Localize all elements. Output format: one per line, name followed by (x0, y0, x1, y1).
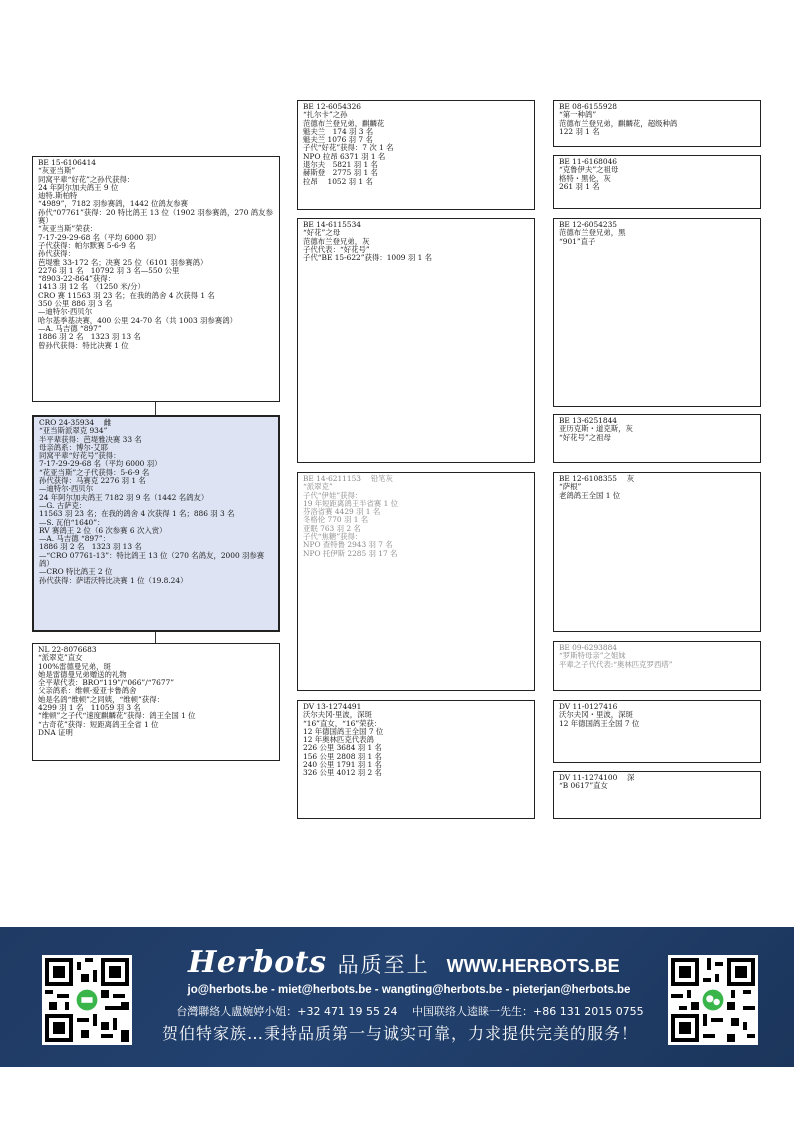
pedigree-line: 2276 羽 1 名 10792 羽 3 名—550 公里 (38, 265, 180, 275)
website-link[interactable]: WWW.HERBOTS.BE (446, 956, 620, 976)
ring-number: BE 15-6106414 (38, 158, 96, 167)
ring-number: DV 11-1274100 深 (559, 773, 635, 782)
slogan: 品质至上 (337, 953, 430, 977)
pedigree-line: —迪特尔·西贝尔 (39, 484, 94, 494)
pedigree-line: 冬格伦 770 羽 1 名 (303, 515, 369, 525)
footer-banner (0, 927, 794, 1067)
pedigree-line: 魁夫兰 174 羽 3 名 (303, 126, 374, 136)
pedigree-line: 子代获得：帕尔默赛 5-6-9 名 (38, 240, 136, 250)
pedigree-line: 范德布兰登兄弟，灰 (303, 236, 370, 246)
ring-number: BE 12-6108355 灰 (559, 474, 635, 483)
pedigree-line: “扎尔卡”之孙 (303, 110, 348, 120)
pedigree-line: 她是名鸽“维顿”之同姨，“维顿”获得： (38, 694, 164, 704)
pedigree-line: “派翠克” (303, 482, 333, 492)
pedigree-line: 12 年德国鸽王全国 7 位 (559, 718, 640, 728)
pedigree-line: 4299 羽 1 名 11059 羽 3 名 (38, 703, 141, 713)
pedigree-line: 子代“焦糖”获得： (303, 532, 363, 542)
connector-dam (155, 632, 156, 643)
pedigree-line: “4989”，7182 羽参赛鸽，1442 位鸽友参赛 (38, 199, 188, 209)
pedigree-line: “8903-22-864”获得： (38, 274, 116, 284)
pedigree-line: “灰亚当斯” (38, 166, 76, 176)
pedigree-line: 子代代表：“好花号” (303, 244, 370, 254)
pedigree-box-sire-dam (297, 218, 535, 463)
pedigree-line: 子代“伊娃”获得： (303, 490, 363, 500)
pedigree-line: 沃尔夫冈・里波，深斑 (559, 710, 633, 720)
connector-sire (155, 402, 156, 415)
qr-code-left-svg (45, 958, 129, 1042)
pedigree-line: 范德布兰登兄弟，麒麟花，超级种鸽 (559, 118, 678, 128)
ring-number: BE 11-6168046 (559, 157, 617, 166)
pedigree-line: 1886 羽 2 名 1323 羽 13 名 (39, 542, 142, 552)
email-list[interactable]: jo@herbots.be - miet@herbots.be - wangting@herbots.be - pieterjan@herbots.be (187, 984, 631, 996)
pedigree-box-dsd (553, 641, 761, 691)
pedigree-line: 19 年短距离鸽王半省赛 1 位 (303, 498, 399, 508)
pedigree-box-ddd (553, 771, 761, 819)
pedigree-line: 亚眠 763 羽 2 名 (303, 523, 361, 533)
qr-code-line (42, 955, 132, 1045)
ring-number: CRO 24-35934 雌 (39, 418, 112, 427)
pedigree-line: “克鲁伊夫”之祖母 (559, 165, 619, 175)
ring-number: BE 09-6293884 (559, 643, 617, 652)
pedigree-line: 沃尔夫冈·里波，深斑 (303, 710, 372, 720)
pedigree-line: CRO 赛 11563 羽 23 名；在我的鸽舍 4 次获得 1 名 (38, 290, 215, 300)
pedigree-line: 孙代获得：马赛克 2276 羽 1 名 (39, 476, 146, 486)
pedigree-line: “古奇花”获得：短距离鸽王全省 1 位 (38, 719, 159, 729)
pedigree-line: 同窝平辈“好花号”获得： (39, 451, 121, 461)
pedigree-line: 拉昂 1052 羽 1 名 (303, 176, 373, 186)
ring-number: NL 22-8076683 (38, 645, 97, 654)
ring-number: DV 11-0127416 (559, 702, 618, 711)
pedigree-line: 同窝平辈“好花”之孙代获得： (38, 174, 135, 184)
pedigree-line: 全平辈代表：BRO“119”/“066”/“7677” (38, 678, 175, 688)
pedigree-line: 迪特.斯柏特 (38, 191, 78, 201)
qr-code-right-svg (671, 958, 755, 1042)
pedigree-line: “派翠克”直女 (38, 653, 83, 663)
pedigree-line: —S. 瓦伯“1640”： (39, 517, 105, 527)
pedigree-line: “好花号”之祖母 (559, 432, 611, 442)
ring-number: BE 12-6054326 (303, 102, 361, 111)
pedigree-box-dss (553, 472, 761, 632)
pedigree-line: 亚历克斯・道克斯，灰 (559, 424, 633, 434)
pedigree-box-sire (32, 156, 280, 402)
pedigree-line: 1413 羽 12 名 （1250 米/分） (38, 282, 145, 292)
pedigree-box-sss (553, 100, 761, 147)
pedigree-line: 156 公里 2808 羽 1 名 (303, 751, 382, 761)
pedigree-line: 350 公里 886 羽 3 名 (38, 299, 113, 309)
pedigree-line: 父亲鸽系：维顿-爱亚卡鲁鸽舍 (38, 686, 137, 696)
pedigree-line: 赫斯登 2775 羽 1 名 (303, 168, 378, 178)
pedigree-line: 格特・黑伦，灰 (559, 173, 611, 183)
pedigree-line: “第一种鸽” (559, 110, 597, 120)
pedigree-line: “亚当斯派翠克 934” (39, 426, 108, 436)
pedigree-line: “灰亚当斯”荣获： (38, 224, 98, 234)
pedigree-line: 孙代获得： (38, 249, 75, 259)
pedigree-line: DNA 证明 (38, 727, 73, 737)
ring-number: BE 13-6251844 (559, 416, 617, 425)
pedigree-line: NPO 拉昂 6371 羽 1 名 (303, 151, 386, 161)
pedigree-line: 7-17-29-29-68 名（平均 6000 羽） (38, 232, 161, 242)
pedigree-line: 226 公里 3684 羽 1 名 (303, 743, 382, 753)
pedigree-line: 孙代获得：萨诺沃特比决赛 1 位（19.8.24） (39, 575, 188, 585)
pedigree-line: 孙代“07761”获得：20 特比鸽王 13 位（1902 羽参赛鸽，270 鸽友参赛） (38, 207, 273, 226)
pedigree-line: —A. 马吉德 “897”： (39, 534, 111, 544)
pedigree-line: 芭堤雅 33-172 名；决赛 25 位（6101 羽参赛鸽） (38, 257, 208, 267)
pedigree-line: 哈尔基季基决赛，400 公里 24-70 名（共 1003 羽参赛鸽） (38, 315, 238, 325)
ring-number: DV 13-1274491 (303, 702, 362, 711)
pedigree-line: 24 年阿尔加夫鸽王 9 位 (38, 182, 119, 192)
pedigree-line: “花亚当斯”之子代获得：5-6-9 名 (39, 467, 150, 477)
pedigree-line: 240 公里 1791 羽 1 名 (303, 760, 382, 770)
pedigree-line: 退尔夫 5821 羽 1 名 (303, 160, 378, 170)
ring-number: BE 14-6115534 (303, 220, 361, 229)
contact-phones: 台灣聯絡人盧婉婷小姐：+32 471 19 55 24 中国联络人逵睐一先生：+86 131 2015 0755 (176, 1005, 644, 1018)
pedigree-line: “16”直女，“16”荣获： (303, 718, 382, 728)
pedigree-box-sds (553, 218, 761, 407)
pedigree-line: RV 赛鸽王 2 位（6 次参赛 6 次入赏） (39, 525, 167, 535)
pedigree-line: 7-17-29-29-68 名（平均 6000 羽） (39, 459, 162, 469)
herbots-logo: Herbots (188, 945, 327, 980)
pedigree-line: 24 年阿尔加夫鸽王 7182 羽 9 名（1442 名鸽友） (39, 492, 209, 502)
pedigree-line: 魁夫兰 1076 羽 7 名 (303, 135, 373, 145)
pedigree-line: —迪特尔·西贝尔 (38, 307, 93, 317)
pedigree-box-dam-sire (297, 472, 535, 691)
pedigree-line: 平辈之子代代表:“奥林匹克罗西塔” (559, 659, 673, 669)
pedigree-line: 曾孙代获得：特比决赛 1 位 (38, 340, 129, 350)
pedigree-box-dam (32, 643, 280, 761)
brand-line (188, 945, 628, 985)
pedigree-line: 母亲鸽系：博尔-艾耶 (39, 442, 109, 452)
pedigree-box-dam-dam (297, 700, 535, 819)
pedigree-line: 范德布兰登兄弟，麒麟花 (303, 118, 385, 128)
pedigree-line: 326 公里 4012 羽 2 名 (303, 768, 382, 778)
pedigree-line: 100%雷德曼兄弟，斑 (38, 661, 111, 671)
pedigree-line: —A. 马吉德 “897” (38, 323, 102, 333)
pedigree-line: “好花”之母 (303, 228, 341, 238)
ring-number: BE 14-6211153 铅笔灰 (303, 474, 393, 483)
pedigree-line: 老鸽鸽王全国 1 位 (559, 490, 621, 500)
pedigree-line: “901”直子 (559, 236, 596, 246)
ring-number: BE 12-6054235 (559, 220, 617, 229)
pedigree-line: 12 年德国鸽王全国 7 位 (303, 726, 384, 736)
pedigree-line: 12 年奥林匹克代表鸽 (303, 735, 374, 745)
pedigree-box-dds (553, 700, 761, 763)
pedigree-line: “维顿”之子代“速度麒麟花”获得：鸽王全国 1 位 (38, 711, 196, 721)
qr-code-wechat (668, 955, 758, 1045)
pedigree-line: 芬洛省赛 4429 羽 1 名 (303, 507, 381, 517)
pedigree-line: NPO 查特鲁 2943 羽 7 名 (303, 540, 393, 550)
pedigree-line: —CRO 特比鸽王 2 位 (39, 567, 113, 577)
pedigree-line: NPO 托伊斯 2285 羽 17 名 (303, 548, 398, 558)
pedigree-line: 她是雷德曼兄弟赠送的礼物 (38, 669, 127, 679)
pedigree-line: 1886 羽 2 名 1323 羽 13 名 (38, 332, 141, 342)
pedigree-line: 子代“BE 15-622”获得：1009 羽 1 名 (303, 253, 433, 263)
pedigree-line: “B 0617”直女 (559, 781, 608, 791)
ring-number: BE 08-6155928 (559, 102, 617, 111)
pedigree-line: 261 羽 1 名 (559, 181, 600, 191)
pedigree-box-sdd (553, 414, 761, 463)
pedigree-line: “罗斯特母亲”之姐妹 (559, 651, 626, 661)
pedigree-box-subject (32, 415, 280, 632)
pedigree-line: —“CRO 07761-13”：特比鸽王 13 位（270 名鸽友，2000 羽参赛鸽） (39, 550, 265, 569)
pedigree-line: 子代“好花”获得：7 次 1 名 (303, 143, 394, 153)
pedigree-line: 122 羽 1 名 (559, 126, 600, 136)
pedigree-line: 11563 羽 23 名；在我的鸽舍 4 次获得 1 名；886 羽 3 名 (39, 509, 235, 519)
pedigree-line: 半平辈获得：芭堤雅决赛 33 名 (39, 434, 142, 444)
pedigree-box-sire-sire (297, 100, 535, 210)
pedigree-line: 范德布兰登兄弟，黑 (559, 228, 626, 238)
motto: 贺伯特家族…秉持品质第一与诚实可靠，力求提供完美的服务！ (161, 1024, 638, 1043)
pedigree-line: —G. 古萨克： (39, 500, 87, 510)
pedigree-box-ssd (553, 155, 761, 209)
pedigree-line: “萨根” (559, 482, 582, 492)
